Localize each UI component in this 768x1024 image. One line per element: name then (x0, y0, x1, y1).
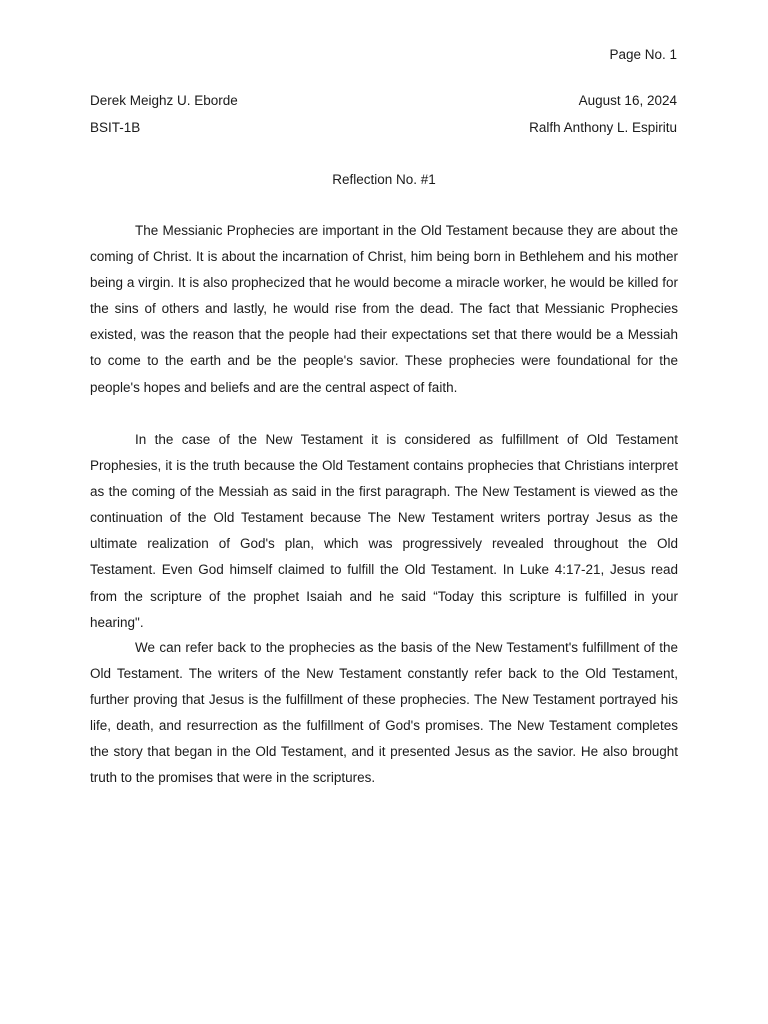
paragraph-2: In the case of the New Testament it is considered as fulfillment of Old Testament Prophesies, it is the truth because the Old Testament contains prophecies that Christians interpret as the coming of the Messiah as said in the first paragraph. The New Testament is viewed as the continuation of the Old Testament because The New Testament writers portray Jesus as the ultimate realization of God's plan, which was progressively revealed throughout the Old Testament. Even God himself claimed to fulfill the Old Testament. In Luke 4:17-21, Jesus read from the scripture of the prophet Isaiah and he said “Today this scripture is fulfilled in your hearing". (90, 432, 678, 630)
header-row-author-date (90, 92, 677, 110)
instructor-name: Ralfh Anthony L. Espiritu (529, 120, 677, 135)
document-title: Reflection No. #1 (332, 172, 436, 187)
paragraph-1: The Messianic Prophecies are important in the Old Testament because they are about the coming of Christ. It is about the incarnation of Christ, him being born in Bethlehem and his mother being a virgin. It is also prophecized that he would become a miracle worker, he would be killed for the sins of others and lastly, he would rise from the dead. The fact that Messianic Prophecies existed, was the reason that the people had their expectations set that there would be a Messiah to come to the earth and be the people's savior. These prophecies were foundational for the people's hopes and beliefs and are the central aspect of faith. (90, 223, 678, 395)
paragraph-3: We can refer back to the prophecies as the basis of the New Testament's fulfillment of the Old Testament. The writers of the New Testament constantly refer back to the Old Testament, further proving that Jesus is the fulfillment of these prophecies. The New Testament portrayed his life, death, and resurrection as the fulfillment of God's promises. The New Testament completes the story that began in the Old Testament, and it presented Jesus as the savior. He also brought truth to the promises that were in the scriptures. (90, 640, 678, 786)
author-name: Derek Meighz U. Eborde (90, 93, 238, 108)
page-number: Page No. 1 (609, 47, 677, 62)
header-row-section-instructor (90, 119, 677, 137)
class-section: BSIT-1B (90, 120, 141, 135)
document-date: August 16, 2024 (578, 93, 677, 108)
